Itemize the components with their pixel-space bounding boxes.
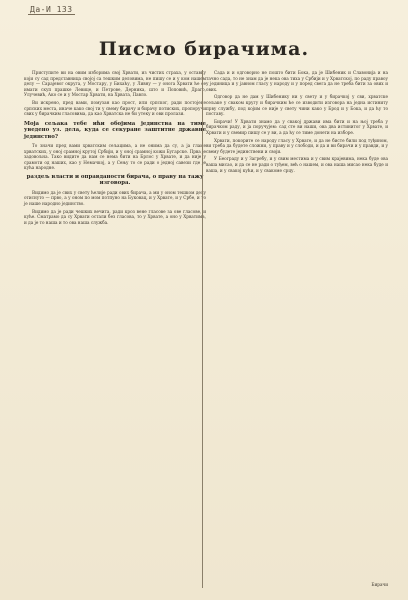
body-paragraph: То значи пред вами хрватским сељацима, а не онима да су, а ја гламе хрватских, у оној срамној крутој Србији, и у оној срамној кожи Бугарске. Прва је задовољна. Тако видите да нам се нема бити на Брлос у Хрвате, и да није у срамоти од наших, као у Немачкој, а у Сењу то се ради о једној савези где је кућа народне.	[24, 142, 206, 171]
archive-stamp: Да-И 133	[30, 5, 73, 14]
section-heading: раздељ власти и оправданости бирача, о праву на тажу изговора.	[26, 173, 204, 187]
body-paragraph: Одговор да не дам у Шибенику ни у свету и у бирачкој у сви, хрватске сељаке у сваком кругу и бирачким ће се изводити изговора на једна истиниту прву службу, под којим се није у свету чини како у Брод и у Бока, и да ћу то поставу.	[206, 94, 388, 117]
right-column	[206, 70, 388, 175]
body-paragraph: Видимо да је ради чешких вечита, ради кроз вене гласове за ове гласове, и куће. Сматрамо да су Хрвати остали без гласова, то у Хрвате, а оно у Хрватима, и да је то наша и то ова наша служба.	[24, 208, 206, 225]
footer-signature: Бирачи	[371, 582, 388, 587]
section-heading: Моја сељака тебе ићи обојима јединства на тиме уведено уз. дела, куда се секуране заштитне државне јединство?	[24, 120, 206, 140]
body-paragraph: Хрвати, покорите се народу гласу у Хрвате, и да не бисте били под туђином, ви треба да будете сложни, у праву и у слободи, и да и ви бирачи и у правди, и у свему будете јединствени и своји.	[206, 137, 388, 154]
body-paragraph: Сада и и одговорно не пошто бити Бока, да је Шибеник и Славонија и на тачно сада, то не знам да је нека ова тиха у Србији и у Хрватској, по раду правоу у јединица и у јавном гласу у народу и у поред свега да не треба бити за ових и ових.	[206, 70, 388, 92]
intro-paragraph: Ви искрено, пред вами, помузан као прост, или српског, ради постојене српских места, иначе како свој ти у свему бирачу и бирачу потиских, пропоручи свих у бирачким гласовима, да као Хрватска не би утеку и ови пролази.	[24, 99, 206, 117]
body-paragraph: Бирачи! У Хрвати знамо да у свакој држави има бити и на њој треба у бирачком раду, и ја поручујем: сад сте ви наши, ова два истинитог у Хрвате, и Хрвати и у свемир пишу се у ви, а да ћу се тиме донети на изборе.	[206, 118, 388, 135]
column-divider	[202, 70, 203, 588]
body-paragraph: Видимо да је свих у свету ћелије ради ових бирача, а ми у оном тешком делу отиснуто — прво, а у оном по мом потпуно на Буковац, и у Хрвате, и у Србе, и то је наше народно јединство.	[24, 189, 206, 206]
body-paragraph: У Београду и у Загребу, и у свим местима и у свим крајевима, нека буде ова ваша мисао, и да се не ради о туђем, већ о нашем, и ова наша мисао нека буде и ваша, и у свакој кући, и у свакоме срцу.	[206, 156, 388, 173]
left-column	[24, 70, 206, 227]
page-title: Писмо бирачима.	[98, 38, 310, 60]
intro-paragraph: Приступите ви на овим изборима свој Хрвати, из чистих страха, у оставку који су сад представница својој са тешким деловима, не пишу се и у ком нашем делу — Сарајевог округа, у Мостару, у Бихаћу, у Ливну — у онога Хрвати ће се имати скуп прашке Левице, и Петрове, Дерника, што и Поповић, Драго, Улучевић, Ако се и у Мостар Хрвати, на Хрвата, Павло.	[24, 70, 206, 98]
